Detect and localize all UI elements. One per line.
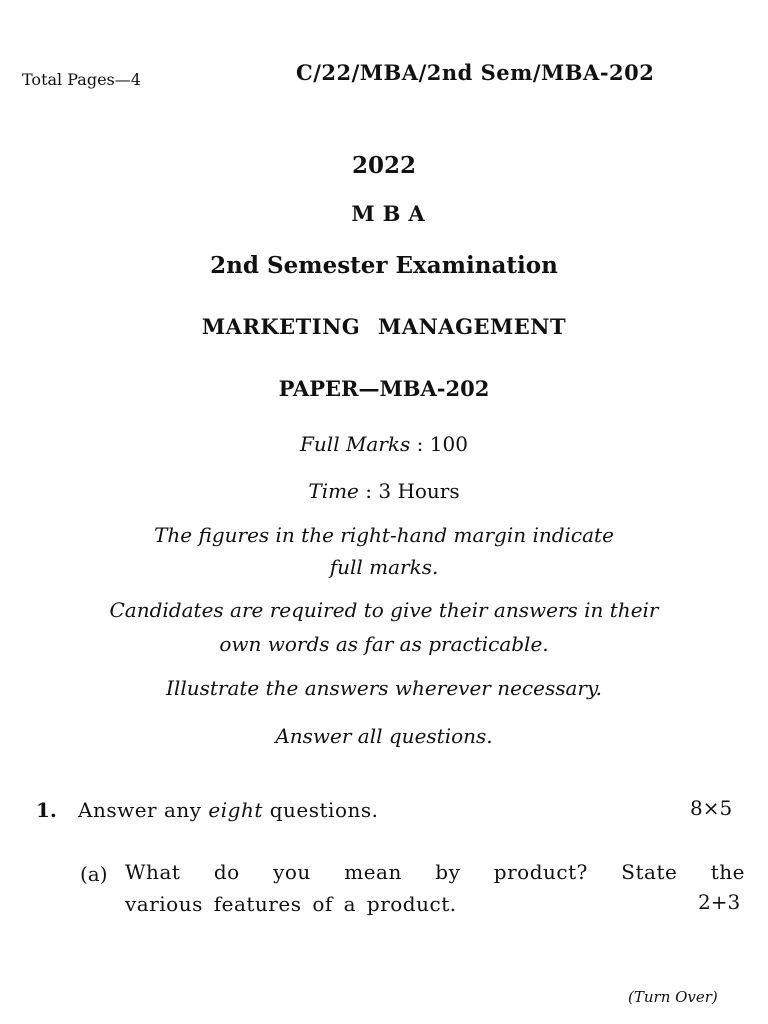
sub-question-label: (a) xyxy=(80,862,108,886)
full-marks-value: : 100 xyxy=(416,432,468,456)
sub-question-marks: 2+3 xyxy=(698,890,741,914)
turn-over-note: (Turn Over) xyxy=(628,988,718,1006)
paper-title: PAPER—MBA-202 xyxy=(278,376,490,401)
full-marks-label: Full Marks xyxy=(300,432,411,456)
instruction-line-5: Illustrate the answers wherever necessary. xyxy=(166,676,602,700)
question-marks: 8×5 xyxy=(690,796,733,820)
exam-title: 2nd Semester Examination xyxy=(210,252,558,279)
time-value: : 3 Hours xyxy=(365,479,460,503)
time-line xyxy=(0,479,768,503)
question-number: 1. xyxy=(36,798,57,822)
subject-title: MARKETING MANAGEMENT xyxy=(201,314,567,339)
instruction-line-1: The figures in the right-hand margin indicate xyxy=(154,523,614,547)
exam-year: 2022 xyxy=(351,152,416,179)
instruction-line-3: Candidates are required to give their answers in their xyxy=(109,598,659,622)
question-text xyxy=(78,798,379,822)
sub-question-line-2: various features of a product. xyxy=(125,892,457,916)
full-marks-line xyxy=(0,432,768,456)
sub-question-line-1: What do you mean by product? State the xyxy=(125,860,745,884)
question-text-post: questions. xyxy=(262,798,379,822)
instruction-line-4: own words as far as practicable. xyxy=(219,632,549,656)
program-name: MBA xyxy=(351,201,433,226)
instruction-line-6: Answer all questions. xyxy=(275,724,493,748)
total-pages: Total Pages—4 xyxy=(22,70,141,89)
paper-code: C/22/MBA/2nd Sem/MBA-202 xyxy=(296,60,655,85)
instruction-line-2: full marks. xyxy=(329,555,439,579)
question-text-pre: Answer any xyxy=(78,798,209,822)
question-text-emphasis: eight xyxy=(208,798,263,822)
time-label: Time xyxy=(308,479,359,503)
